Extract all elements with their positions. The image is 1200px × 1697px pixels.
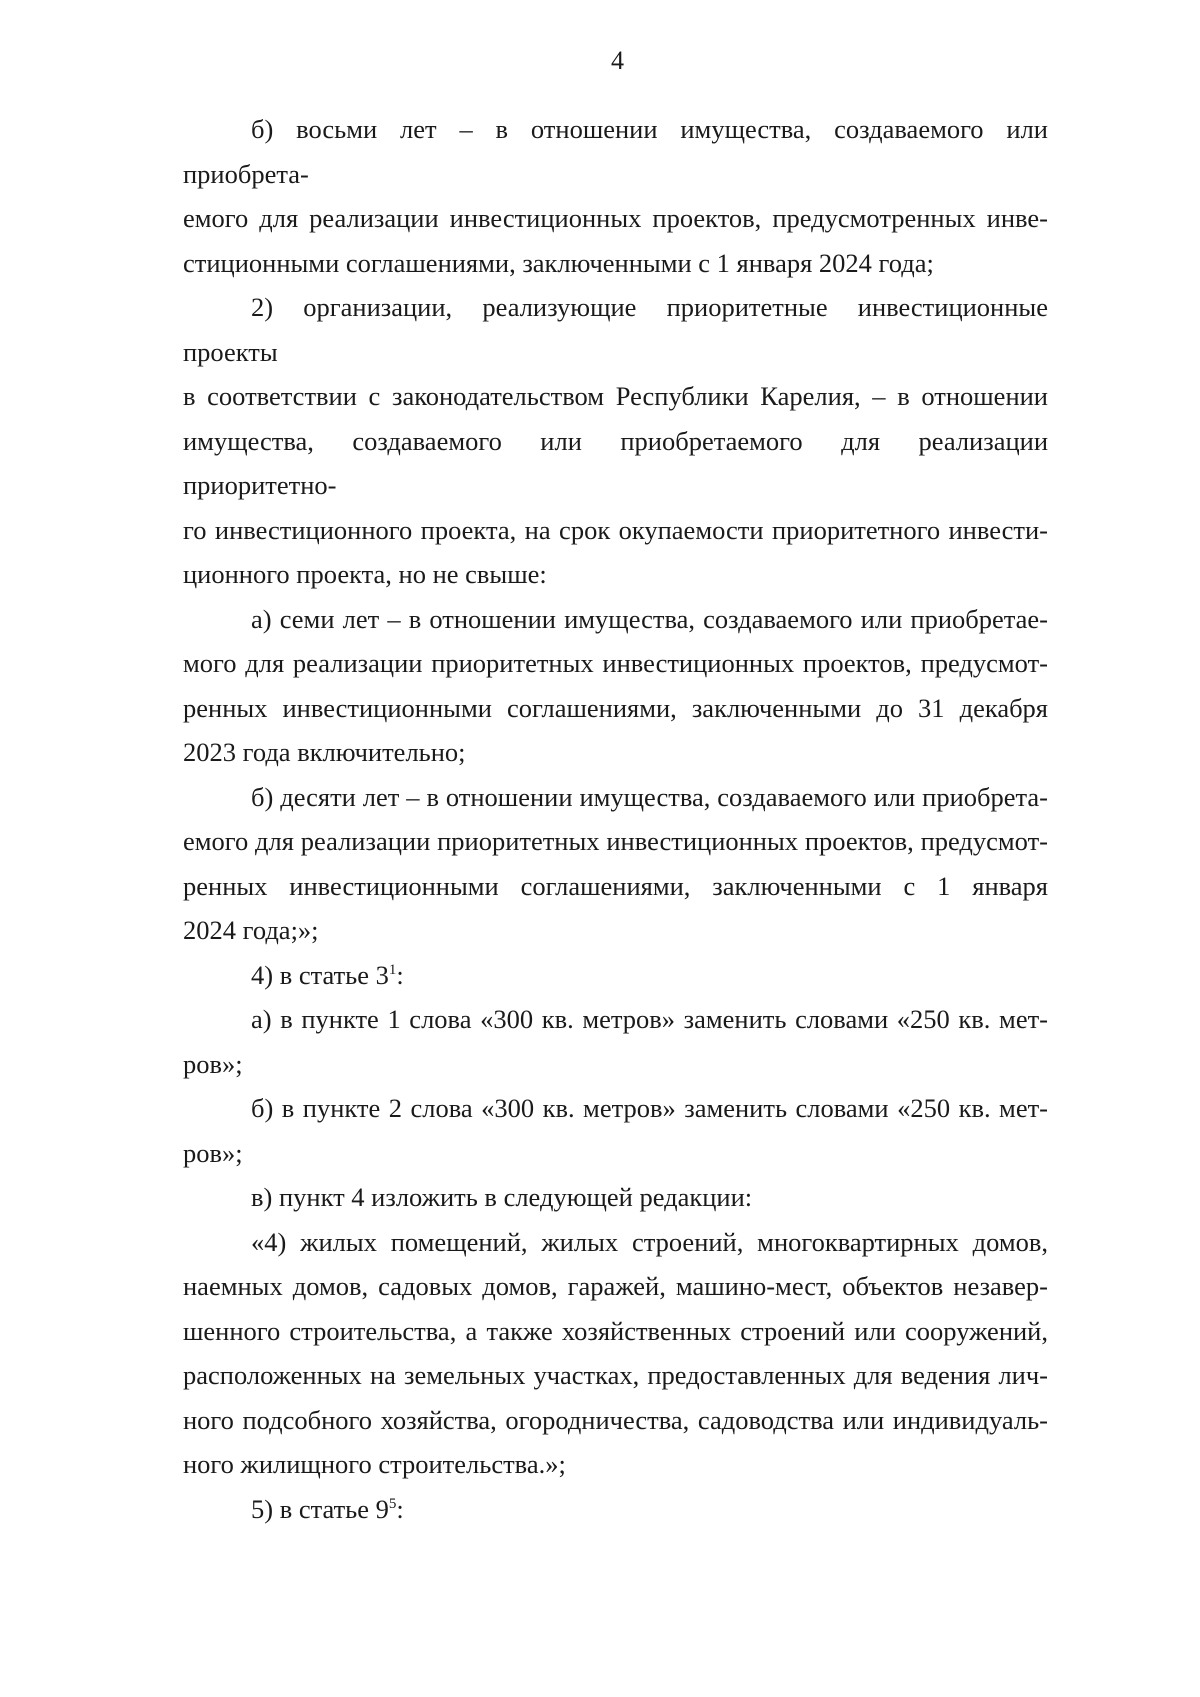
paragraph-4b-item-2 (183, 1086, 1048, 1175)
text-line: 2024 года;»; (183, 915, 319, 945)
superscript: 5 (388, 1495, 397, 1512)
text-line: го инвестиционного проекта, на срок окупаемости приоритетного инвести- (183, 514, 1048, 545)
text-line: стиционными соглашениями, заключенными с 1 января 2024 года; (183, 247, 934, 278)
paragraph-4-article-3-1 (183, 953, 1048, 998)
text-line: в) пункт 4 изложить в следующей редакции: (251, 1182, 753, 1212)
paragraph-quoted-item-4 (183, 1220, 1048, 1487)
paragraph-5-article-9-5 (183, 1487, 1048, 1532)
paragraph-4c-item-4 (183, 1175, 1048, 1220)
item-text: 4) в статье 3 (251, 959, 389, 990)
text-line: шенного строительства, а также хозяйственных строений или сооружений, (183, 1315, 1048, 1346)
document-body (183, 107, 1048, 1531)
text-line: ного жилищного строительства.»; (183, 1449, 566, 1479)
text-line: ного подсобного хозяйства, огородничества, садоводства или индивидуаль- (183, 1404, 1048, 1435)
text-line: б) десяти лет – в отношении имущества, создаваемого или приобрета- (251, 781, 1048, 812)
text-line: ренных инвестиционными соглашениями, заключенными с 1 января (183, 870, 1048, 901)
text-line: имущества, создаваемого или приобретаемого для реализации приоритетно- (183, 425, 1048, 500)
paragraph-1b-eight-years (183, 107, 1048, 285)
text-line: ренных инвестиционными соглашениями, заключенными до 31 декабря (183, 692, 1048, 723)
item-tail: : (396, 1493, 404, 1524)
text-line: 2) организации, реализующие приоритетные инвестиционные проекты (183, 292, 1048, 367)
text-line: б) восьми лет – в отношении имущества, создаваемого или приобрета- (183, 114, 1048, 189)
text-line: 2023 года включительно; (183, 737, 466, 767)
text-line: ционного проекта, но не свыше: (183, 559, 547, 589)
text-line: ров»; (183, 1137, 243, 1168)
paragraph-4a-item-1 (183, 997, 1048, 1086)
text-line: ров»; (183, 1048, 243, 1079)
text-line (183, 953, 1048, 998)
text-line: расположенных на земельных участках, предоставленных для ведения лич- (183, 1360, 1048, 1390)
text-line: б) в пункте 2 слова «300 кв. метров» заменить словами «250 кв. мет- (251, 1093, 1048, 1123)
paragraph-2-priority-projects (183, 285, 1048, 597)
text-line: «4) жилых помещений, жилых строений, многоквартирных домов, (251, 1226, 1048, 1257)
text-line: емого для реализации инвестиционных проектов, предусмотренных инве- (183, 203, 1048, 233)
text-line (183, 1487, 1048, 1532)
text-line: а) семи лет – в отношении имущества, создаваемого или приобретае- (251, 603, 1048, 634)
text-line: а) в пункте 1 слова «300 кв. метров» заменить словами «250 кв. мет- (251, 1004, 1048, 1034)
page-number: 4 (611, 46, 624, 75)
text-line: емого для реализации приоритетных инвестиционных проектов, предусмот- (183, 826, 1048, 856)
paragraph-2b-ten-years (183, 775, 1048, 953)
paragraph-2a-seven-years (183, 597, 1048, 775)
item-text: 5) в статье 9 (251, 1493, 389, 1524)
text-line: мого для реализации приоритетных инвестиционных проектов, предусмот- (183, 648, 1048, 678)
item-tail: : (396, 959, 404, 990)
superscript: 1 (388, 961, 397, 978)
text-line: наемных домов, садовых домов, гаражей, машино-мест, объектов незавер- (183, 1271, 1048, 1301)
text-line: в соответствии с законодательством Республики Карелия, – в отношении (183, 381, 1048, 411)
